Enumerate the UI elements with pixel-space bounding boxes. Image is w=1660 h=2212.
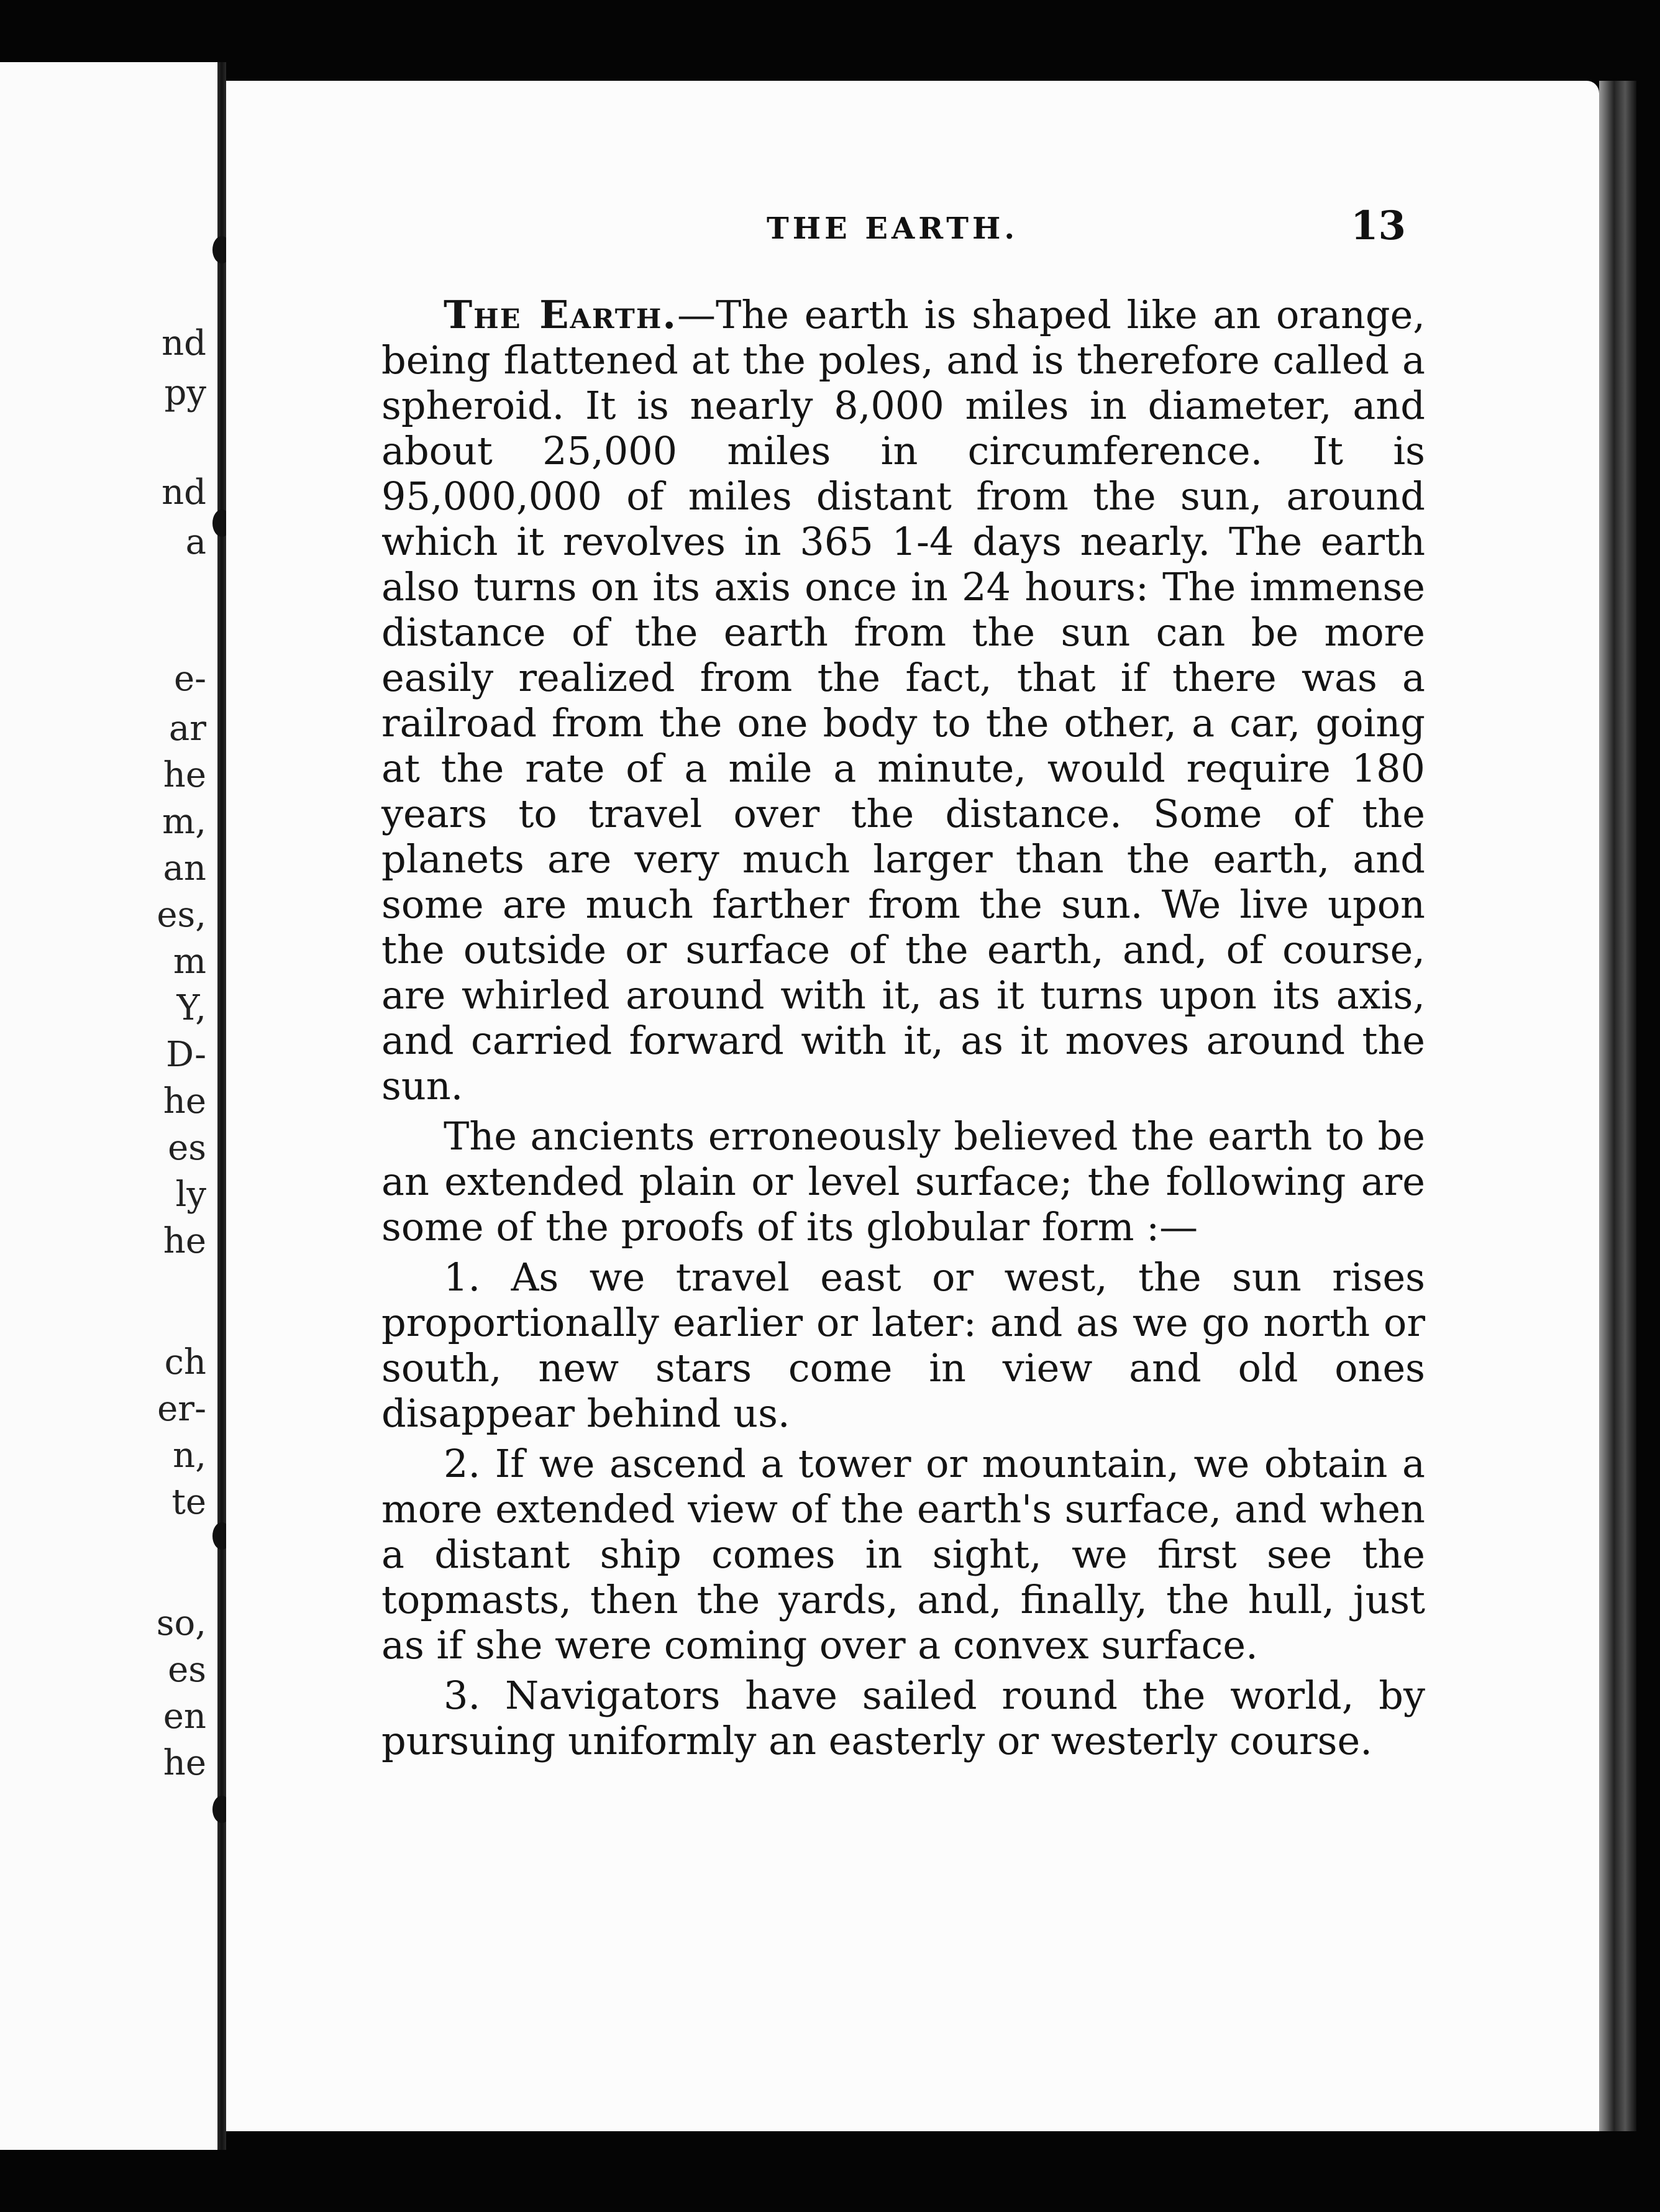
left-facing-page (0, 62, 217, 2150)
left-page-fragment: an (163, 848, 206, 889)
left-page-fragment: py (164, 373, 206, 413)
running-head (226, 203, 1599, 261)
left-page-fragment: ly (175, 1174, 206, 1215)
paragraph-text: 2. If we ascend a tower or mountain, we obtain a more extended view of the earth's surface, and when a distant ship comes in sight, we first see the topmasts, then the yards, and, finally, the hull, just as if she were coming over a convex surface. (381, 1441, 1425, 1668)
left-page-fragment: m, (162, 802, 206, 842)
left-page-fragment: n, (173, 1435, 206, 1476)
left-page-fragment: he (163, 1221, 206, 1261)
left-page-fragment: er- (157, 1389, 206, 1429)
left-page-fragment: he (163, 755, 206, 795)
page-edge (1599, 81, 1636, 2131)
left-page-fragment: en (163, 1696, 206, 1737)
left-page-fragment: so, (156, 1603, 206, 1643)
left-page-fragment: he (163, 1081, 206, 1122)
left-page-fragment: te (171, 1482, 206, 1522)
left-page-fragment: ch (164, 1342, 206, 1382)
left-page-fragment: e- (173, 659, 206, 699)
paragraph (381, 1441, 1425, 1668)
paragraph (381, 1113, 1425, 1250)
paragraph (381, 1673, 1425, 1763)
body-text (381, 292, 1425, 1768)
book-gutter (217, 62, 226, 2150)
left-page-fragment: es (168, 1650, 206, 1690)
paragraph-text: —The earth is shaped like an orange, being flattened at the poles, and is therefore called a spheroid. It is nearly 8,000 miles in diameter, and about 25,000 miles in circumference. It is 95,000,000 of miles distant from the sun, around which it revolves in 365 1-4 days nearly. The earth also turns on its axis once in 24 hours: The immense distance of the earth from the sun can be more easily realized from the fact, that if there was a railroad from the one body to the other, a car, going at the rate of a mile a minute, would require 180 years to travel over the distance. Some of the planets are very much larger than the earth, and some are much farther from the sun. We live upon the outside or surface of the earth, and, of course, are whirled around with it, as it turns upon its axis, and carried forward with it, as it moves around the sun. (381, 292, 1425, 1108)
left-page-fragment: D- (166, 1035, 206, 1075)
paragraph (381, 292, 1425, 1108)
paragraph (381, 1255, 1425, 1436)
book-page (226, 81, 1599, 2131)
left-page-fragment: es, (157, 895, 206, 935)
paragraph-lead-in: The Earth. (444, 292, 678, 337)
left-page-fragment: a (185, 522, 206, 562)
left-page-fragment: nd (162, 472, 206, 513)
page-number: 13 (1351, 203, 1407, 249)
paragraph-text: 3. Navigators have sailed round the world, by pursuing uniformly an easterly or westerly course. (381, 1673, 1425, 1763)
paragraph-text: 1. As we travel east or west, the sun rises proportionally earlier or later: and as we go north or south, new stars come in view and old ones disappear behind us. (381, 1255, 1425, 1436)
left-page-fragment: es (168, 1128, 206, 1168)
left-page-fragment: nd (162, 323, 206, 363)
left-page-fragment: he (163, 1743, 206, 1783)
left-page-fragment: ar (168, 708, 206, 749)
left-page-fragment: m (173, 941, 206, 982)
paragraph-text: The ancients erroneously believed the earth to be an extended plain or level surface; the following are some of the proofs of its globular form :— (381, 1113, 1425, 1250)
running-title: THE EARTH. (767, 211, 1019, 246)
left-page-fragment: Y, (176, 988, 206, 1028)
